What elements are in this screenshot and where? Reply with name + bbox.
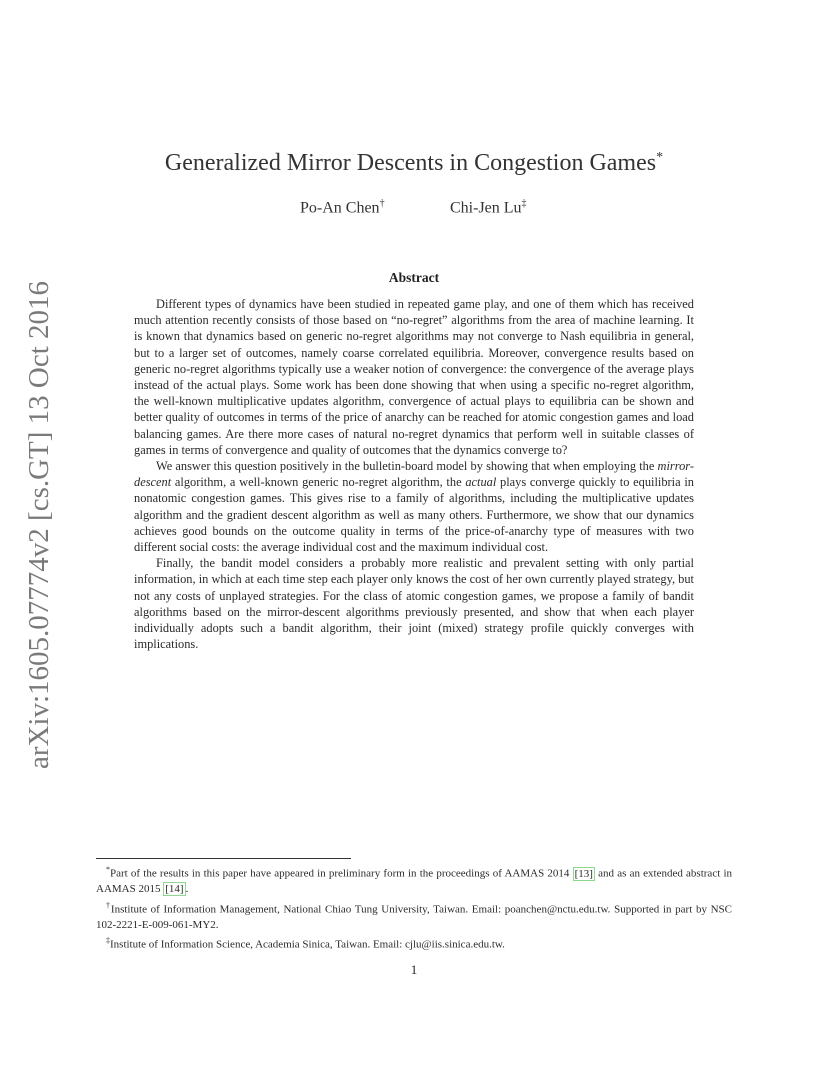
author-name: Po-An Chen	[300, 199, 380, 217]
footnote-1	[96, 862, 732, 898]
abstract-text: algorithm, a well-known generic no-regret algorithm, the	[171, 475, 466, 490]
footnote-text: .	[185, 883, 189, 896]
author-name: Chi-Jen Lu	[450, 199, 522, 217]
abstract-paragraph-2	[134, 458, 694, 555]
title-footnote-mark: *	[656, 150, 664, 165]
page-number: 1	[410, 962, 418, 977]
citation-link-14[interactable]: [14]	[165, 883, 184, 896]
footnote-rule	[96, 858, 351, 859]
footnote-mark: †	[106, 900, 111, 910]
emphasis-mirror-descent: mirror-descent	[134, 459, 694, 490]
author-po-an-chen	[300, 198, 385, 217]
author-list	[0, 198, 828, 222]
author-affiliation-mark: †	[379, 198, 385, 209]
footnote-text: Institute of Information Science, Academia Sinica, Taiwan. Email: cjlu@iis.sinica.edu.tw.	[110, 938, 505, 951]
abstract-paragraph-1: Different types of dynamics have been studied in repeated game play, and one of them which has received much attention recently consists of those based on “no-regret” algorithms from the area of machine learning. It is known that dynamics based on generic no-regret algorithms may not converge to Nash equilibria in general, but to a larger set of outcomes, namely coarse correlated equilibria. Moreover, convergence results based on generic no-regret algorithms typically use a weaker notion of convergence: the convergence of the average plays instead of the actual plays. Some work has been done showing that when using a specific no-regret algorithm, the well-known multiplicative updates algorithm, convergence of actual plays to equilibria can be shown and better quality of outcomes in terms of the price of anarchy can be reached for atomic congestion games and load balancing games. Are there more cases of natural no-regret dynamics that perform well in suitable classes of games in terms of convergence and quality of outcomes that the dynamics converge to?	[134, 297, 694, 457]
abstract-heading: Abstract	[388, 270, 440, 285]
abstract-text: We answer this question positively in the bulletin-board model by showing that when employing the	[156, 459, 658, 474]
abstract-text: plays converge quickly to equilibria in nonatomic congestion games. This gives rise to a family of algorithms, including the multiplicative updates algorithm and the gradient descent algorithm as well as many others. Furthermore, we show that our dynamics achieves good bounds on the outcome quality in terms of the price-of-anarchy type of measures with two different social costs: the average individual cost and the maximum individual cost.	[134, 475, 694, 555]
footnote-text: Part of the results in this paper have appeared in preliminary form in the proceedings of AAMAS 2014	[110, 867, 573, 880]
citation-link-13[interactable]: [13]	[574, 867, 593, 880]
author-affiliation-mark: ‡	[521, 198, 527, 209]
author-chi-jen-lu	[450, 198, 527, 217]
footnotes	[96, 862, 732, 953]
footnote-mark: ‡	[106, 936, 110, 946]
footnote-text: Institute of Information Management, National Chiao Tung University, Taiwan. Email: poanchen@nctu.edu.tw. Supported in part by NSC 102-2221-E-009-061-MY2.	[96, 903, 732, 931]
emphasis-actual: actual	[465, 475, 497, 490]
footnote-2	[96, 898, 732, 934]
abstract-body	[134, 296, 694, 652]
footnote-mark: *	[106, 865, 110, 874]
paper-title-text: Generalized Mirror Descents in Congestion Games	[164, 150, 657, 176]
footnote-3	[96, 933, 732, 953]
arxiv-side-stamp: arXiv:1605.07774v2 [cs.GT] 13 Oct 2016	[23, 280, 55, 770]
paper-title	[0, 150, 828, 177]
abstract-paragraph-3: Finally, the bandit model considers a probably more realistic and prevalent setting with only partial information, in which at each time step each player only knows the cost of her own currently played strategy, but not any costs of unplayed strategies. For the class of atomic congestion games, we propose a family of bandit algorithms based on the mirror-descent algorithms previously presented, and show that when each player individually adopts such a bandit algorithm, their joint (mixed) strategy profile quickly converges with implications.	[134, 556, 694, 652]
footnote-text: and as an extended abstract in AAMAS 2015	[96, 867, 733, 896]
